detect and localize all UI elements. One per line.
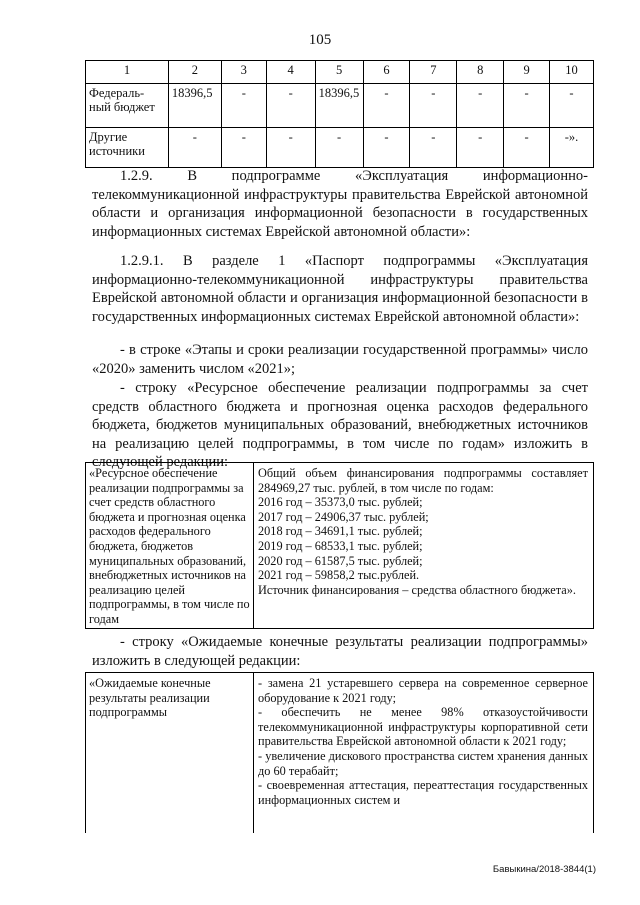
- header-cell: 2: [168, 61, 221, 84]
- resource-line: 2021 год – 59858,2 тыс.рублей.: [258, 568, 420, 583]
- table-cell: -: [363, 128, 410, 168]
- header-cell: 6: [363, 61, 410, 84]
- header-cell: 3: [221, 61, 266, 84]
- table-cell: -: [266, 84, 315, 128]
- paragraph-1-2-9: 1.2.9. В подпрограмме «Эксплуатация информационно-телекоммуникационной инфраструктуры правительства Еврейской автономной области и организация информационной безопасности в государственных информационных системах Еврейской автономной области»:: [92, 168, 588, 240]
- table-cell: 18396,5: [168, 84, 221, 128]
- table-header-row: [86, 61, 594, 84]
- page-number: 105: [308, 32, 332, 48]
- header-cell: 10: [550, 61, 594, 84]
- paragraph-stages: - в строке «Этапы и сроки реализации государственной программы» число «2020» заменить числом «2021»;: [92, 342, 588, 377]
- resource-line: 2020 год – 61587,5 тыс. рублей;: [258, 553, 423, 568]
- header-cell: 8: [457, 61, 504, 84]
- table-row: [86, 128, 594, 168]
- table-cell: 18396,5: [315, 84, 363, 128]
- table-cell: -: [550, 84, 594, 128]
- table-cell: -: [457, 128, 504, 168]
- row-label: Федераль-ный бюджет: [86, 84, 169, 128]
- resource-line: Общий объем финансирования подпрограммы составляет 284969,27 тыс. рублей, в том числе по годам:: [258, 466, 588, 495]
- paragraph-results-intro: - строку «Ожидаемые конечные результаты реализации подпрограммы» изложить в следующей редакции:: [92, 634, 588, 669]
- results-box: [85, 672, 594, 833]
- table-cell: -: [221, 128, 266, 168]
- paragraph-resource-intro: - строку «Ресурсное обеспечение реализации подпрограммы за счет средств областного бюджета и прогнозная оценка расходов федерального бюджета, бюджетов муниципальных образований, внебюджетных источников на реализацию целей подпрограммы, в том числе по годам» изложить в следующей редакции:: [92, 380, 588, 470]
- table-row: [86, 84, 594, 128]
- paragraph-1-2-9-1: 1.2.9.1. В разделе 1 «Паспорт подпрограммы «Эксплуатация информационно-телекоммуникационной инфраструктуры правительства Еврейской автономной области и организация информационной безопасности в государственных информационных системах Еврейской автономной области»:: [92, 253, 588, 325]
- resource-box-content: [254, 463, 592, 628]
- header-cell: 1: [86, 61, 169, 84]
- funding-table: [85, 60, 594, 168]
- header-cell: 7: [410, 61, 457, 84]
- table-cell: -: [266, 128, 315, 168]
- result-line: - обеспечить не менее 98% отказоустойчивости телекоммуникационной инфраструктуры корпоративной сети правительства Еврейской автономной области к 2021 году;: [258, 705, 588, 749]
- resource-line: Источник финансирования – средства областного бюджета».: [258, 582, 576, 597]
- result-line: - замена 21 устаревшего сервера на современное серверное оборудование к 2021 году;: [258, 676, 588, 705]
- table-cell: -: [221, 84, 266, 128]
- footer-code: Бавыкина/2018-3844(1): [492, 864, 596, 875]
- table-cell: -: [410, 84, 457, 128]
- table-cell: -: [457, 84, 504, 128]
- table-cell: -».: [550, 128, 594, 168]
- row-label: Другие источники: [86, 128, 169, 168]
- header-cell: 4: [266, 61, 315, 84]
- table-cell: -: [504, 128, 550, 168]
- result-line: - своевременная аттестация, переаттестация государственных информационных систем и: [258, 778, 588, 807]
- resource-box-label: «Ресурсное обеспечение реализации подпрограммы за счет средств областного бюджета и прогнозная оценка расходов федерального бюджета, бюджетов муниципальных образований, внебюджетных источников на реализацию целей подпрограммы, в том числе по годам: [86, 463, 254, 628]
- table-cell: -: [168, 128, 221, 168]
- table-cell: -: [363, 84, 410, 128]
- table-cell: -: [315, 128, 363, 168]
- table-cell: -: [504, 84, 550, 128]
- header-cell: 9: [504, 61, 550, 84]
- result-line: - увеличение дискового пространства систем хранения данных до 60 терабайт;: [258, 748, 588, 778]
- table-cell: -: [410, 128, 457, 168]
- resource-box: [85, 462, 594, 629]
- resource-line: 2017 год – 24906,37 тыс. рублей;: [258, 509, 429, 524]
- resource-line: 2019 год – 68533,1 тыс. рублей;: [258, 538, 423, 553]
- results-box-label: «Ожидаемые конечные результаты реализации подпрограммы: [86, 673, 254, 833]
- resource-line: 2018 год – 34691,1 тыс. рублей;: [258, 524, 423, 539]
- resource-line: 2016 год – 35373,0 тыс. рублей;: [258, 495, 423, 510]
- header-cell: 5: [315, 61, 363, 84]
- results-box-content: [254, 673, 592, 833]
